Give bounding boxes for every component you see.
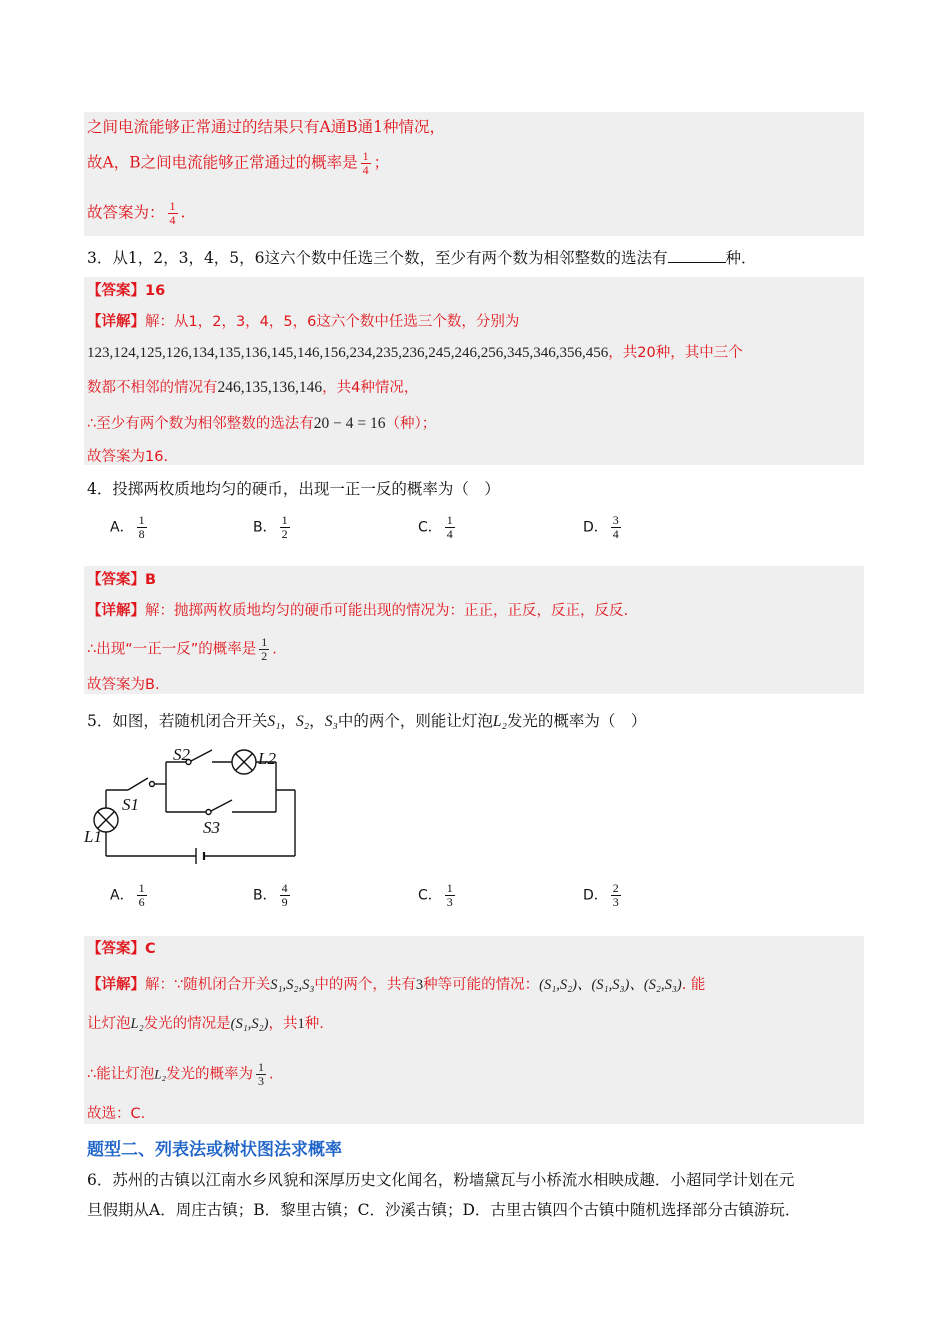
q4-detail-line3 [87, 674, 160, 696]
q2-detail-text: 故答案为： [87, 203, 165, 222]
fraction-numerator: 1 [169, 199, 176, 213]
switch-s3-blade [211, 800, 232, 811]
q5-detail-text: . 能 [681, 977, 706, 993]
fraction [256, 1061, 266, 1088]
option-label: D． [583, 519, 608, 536]
q2-detail-line1 [87, 116, 445, 138]
fraction-denominator: 9 [281, 895, 288, 909]
q5-count: 1 [297, 1016, 305, 1032]
q5-detail-text: 让灯泡 [87, 1016, 131, 1032]
q4-stem [87, 478, 500, 500]
q6-stem-text: 旦假期从A．周庄古镇；B．黎里古镇；C．沙溪古镇；D．古里古镇四个古镇中随机选择部分古镇游玩． [87, 1201, 801, 1219]
q4-detail-text: . [272, 641, 277, 658]
option-label: C． [418, 887, 442, 904]
fraction-denominator: 2 [281, 527, 288, 541]
q5-stem-text: 中的两个，则能让灯泡 [337, 712, 493, 730]
q5-stem-text: 发光的概率为（ ） [506, 712, 647, 730]
q3-detail-text: ∴至少有两个数为相邻整数的选法有 [87, 416, 314, 432]
q5-count: 3 [415, 977, 424, 993]
q3-detail-text: （种）； [385, 416, 437, 432]
fraction [259, 636, 269, 663]
q3-detail-text: 数都不相邻的情况有 [87, 380, 218, 396]
q5-answer [87, 938, 156, 960]
fraction-denominator: 2 [261, 649, 268, 663]
q6-stem-line1 [87, 1169, 794, 1191]
q5-stem: 5．如图，若随机闭合开关S₁，S₂，S₃中的两个，则能让灯泡L₂发光的概率为（ ） [87, 712, 647, 730]
q5-stem-text: 5．如图，若随机闭合开关 [87, 712, 268, 730]
fraction [137, 882, 147, 909]
q5-detail-text: 故选：C. [87, 1106, 146, 1122]
label-s1 [122, 795, 139, 814]
answer-box-q4 [84, 566, 864, 694]
q5-detail-text: 解：∵随机闭合开关 [145, 977, 271, 993]
q3-detail-text: 解：从1，2，3，4，5，6这六个数中任选三个数，分别为 [145, 314, 520, 330]
q5-s2: S₂ [296, 713, 310, 730]
q5-option-d[interactable] [583, 882, 624, 909]
fraction-numerator: 1 [446, 881, 453, 895]
fraction-numerator: 1 [281, 513, 288, 527]
section-heading [87, 1135, 342, 1160]
switch-s2-blade [191, 750, 212, 761]
q3-combinations: 123,124,125,126,134,135,136,145,146,156,234,235,236,245,246,256,345,346,356,456 [87, 345, 609, 361]
fraction-numerator: 1 [362, 149, 369, 163]
fraction-denominator: 4 [362, 163, 369, 177]
q5-detail-text: ∴能让灯泡 [87, 1066, 155, 1083]
q2-detail-text: ； [373, 153, 390, 172]
label-l1 [83, 827, 102, 846]
fraction [445, 882, 455, 909]
option-label: C． [418, 519, 442, 536]
q2-detail-text: 故A，B之间电流能够正常通过的概率是 [87, 153, 358, 172]
label-l2-text: L2 [258, 749, 276, 768]
label-s3 [203, 818, 220, 837]
answer-box-q3 [84, 277, 864, 465]
q5-detail-line1 [87, 974, 705, 996]
q4-detail-line2 [87, 636, 277, 663]
q5-option-b[interactable] [253, 882, 293, 909]
q5-detail-text: 发光的情况是 [143, 1016, 231, 1032]
q5-detail-line3 [87, 1061, 274, 1088]
q2-detail-text: 之间电流能够正常通过的结果只有A通B通1种情况， [87, 118, 445, 136]
fraction-numerator: 3 [612, 513, 619, 527]
option-label: B． [253, 519, 277, 536]
fraction-numerator: 1 [261, 635, 268, 649]
q5-detail-text: 中的两个，共有 [314, 977, 416, 993]
q5-option-a[interactable] [110, 882, 150, 909]
q5-detail-text: 发光的概率为 [165, 1066, 253, 1083]
fraction-numerator: 4 [281, 881, 288, 895]
q3-detail-line4 [87, 413, 436, 435]
fraction-denominator: 3 [612, 895, 619, 909]
q5-option-c[interactable] [418, 882, 458, 909]
fraction-numerator: 1 [138, 881, 145, 895]
q5-s1: S₁ [267, 713, 281, 730]
switch-s1-contact [150, 782, 155, 787]
q2-detail-text: . [180, 203, 186, 222]
q4-option-d[interactable] [583, 514, 624, 541]
fraction [361, 150, 371, 177]
fraction-denominator: 3 [446, 895, 453, 909]
q3-answer [87, 280, 165, 302]
fraction [445, 514, 455, 541]
detail-label: 【详解】 [87, 977, 145, 993]
q5-s3: S₃ [324, 713, 338, 730]
label-s3-text: S3 [203, 818, 220, 837]
q4-answer-text: 【答案】B [87, 572, 157, 588]
fraction-numerator: 2 [612, 881, 619, 895]
fraction-denominator: 8 [138, 527, 145, 541]
detail-label: 【详解】 [87, 314, 145, 330]
label-s2-text: S2 [173, 745, 190, 764]
q5-detail-text: . [268, 1066, 274, 1083]
label-l2 [257, 749, 276, 768]
fraction-numerator: 1 [138, 513, 145, 527]
q5-detail-line2 [87, 1013, 324, 1035]
fraction [168, 200, 178, 227]
q3-stem-text: 种． [725, 249, 757, 267]
q3-detail-line3 [87, 377, 418, 399]
option-label: A． [110, 519, 134, 536]
fraction [280, 514, 290, 541]
circuit-diagram [80, 740, 310, 865]
q3-nonadjacent-list: 246,135,136,146 [217, 379, 323, 396]
q3-detail-line2 [87, 341, 743, 364]
q3-stem-text: 3．从1，2，3，4，5，6这六个数中任选三个数，至少有两个数为相邻整数的选法有 [87, 249, 668, 267]
q4-option-a[interactable] [110, 514, 150, 541]
q3-detail-line5 [87, 446, 168, 468]
q3-detail-text: 故答案为16. [87, 449, 169, 465]
q2-detail-line3 [87, 200, 185, 227]
fraction-denominator: 6 [138, 895, 145, 909]
option-label: A． [110, 887, 134, 904]
fraction-denominator: 4 [169, 213, 176, 227]
fraction-numerator: 1 [257, 1060, 264, 1074]
q5-l2: L₂ [154, 1066, 166, 1082]
q3-answer-text: 【答案】16 [87, 283, 166, 299]
fraction-denominator: 3 [257, 1074, 264, 1088]
label-s2 [173, 745, 191, 764]
q3-stem [87, 247, 757, 269]
q4-detail-text: 故答案为B. [87, 677, 160, 693]
q5-detail-line4 [87, 1103, 145, 1125]
q4-option-c[interactable] [418, 514, 458, 541]
fraction-denominator: 4 [446, 527, 453, 541]
q4-detail-line1 [87, 600, 628, 622]
q3-equation: 20 − 4 = 16 [313, 415, 386, 432]
answer-blank [668, 248, 726, 263]
fraction [611, 882, 621, 909]
q4-detail-text: 解：抛掷两枚质地均匀的硬币可能出现的情况为：正正，正反，反正，反反. [145, 603, 629, 619]
q5-pair: (S₁,S₂) [230, 1016, 269, 1032]
fraction [137, 514, 147, 541]
q5-detail-text: ，共 [268, 1016, 298, 1032]
fraction-denominator: 4 [612, 527, 619, 541]
q6-stem-line2 [87, 1199, 800, 1221]
switch-s3-contact [206, 810, 211, 815]
q3-detail-text: ，共20种，其中三个 [608, 345, 743, 361]
fraction [280, 882, 290, 909]
option-label: D． [583, 887, 608, 904]
q4-detail-text: ∴出现“一正一反”的概率是 [87, 641, 257, 658]
q5-detail-text: 种等可能的情况： [423, 977, 540, 993]
q5-pairs: (S₁,S₂)、(S₁,S₃)、(S₂,S₃) [539, 977, 682, 993]
q3-detail-text: ，共4种情况， [322, 380, 419, 396]
q3-detail-line1 [87, 311, 519, 333]
switch-s1-blade [128, 778, 148, 790]
section-heading-text: 题型二、列表法或树状图法求概率 [87, 1140, 342, 1160]
q5-l2: L₂ [492, 713, 507, 730]
q2-detail-line2 [87, 150, 389, 177]
q5-switch-list: S₁,S₂,S₃ [270, 977, 315, 993]
label-s1-text: S1 [122, 795, 139, 814]
detail-label: 【详解】 [87, 603, 145, 619]
fraction [611, 514, 621, 541]
option-label: B． [253, 887, 277, 904]
q5-answer-text: 【答案】C [87, 941, 156, 957]
q4-stem-text: 4．投掷两枚质地均匀的硬币，出现一正一反的概率为（ ） [87, 480, 500, 498]
q5-detail-text: 种. [304, 1016, 324, 1032]
q5-l2: L₂ [130, 1016, 144, 1032]
fraction-numerator: 1 [446, 513, 453, 527]
q6-stem-text: 6．苏州的古镇以江南水乡风貌和深厚历史文化闻名，粉墙黛瓦与小桥流水相映成趣．小超同学计划在元 [87, 1171, 795, 1189]
q4-option-b[interactable] [253, 514, 293, 541]
q4-answer [87, 569, 156, 591]
label-l1-text: L1 [84, 827, 102, 846]
